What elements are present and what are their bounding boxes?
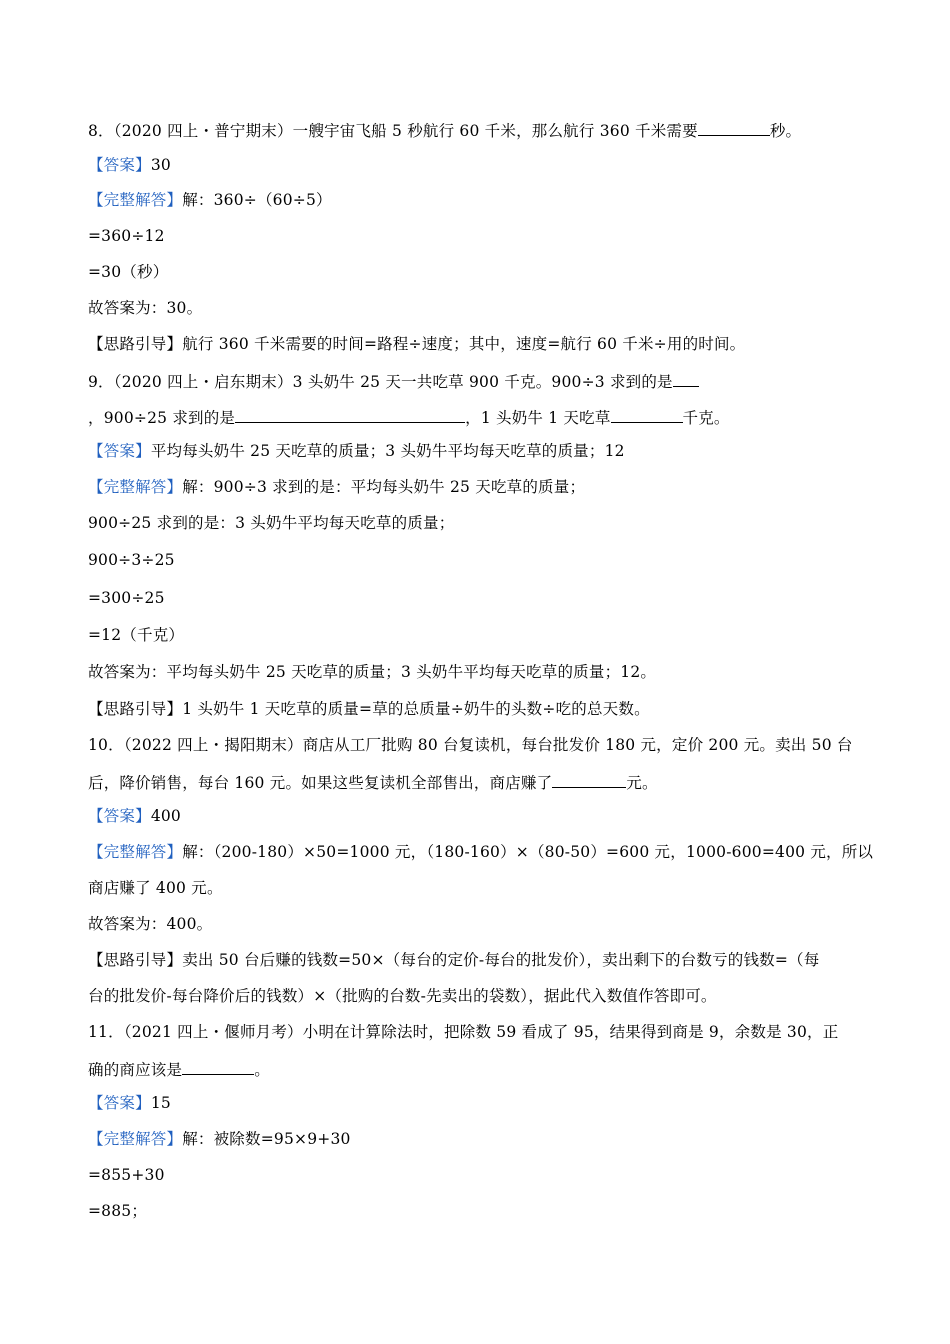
q8-hint-text: 航行 360 千米需要的时间=路程÷速度；其中，速度=航行 60 千米÷用的时间。 xyxy=(182,335,746,353)
hint-tag: 【思路引导】 xyxy=(88,951,183,969)
q10-hint-line-2: 台的批发价-每台降价后的钱数）×（批购的台数-先卖出的袋数），据此代入数值作答即可。 xyxy=(88,987,717,1005)
q10-stem-end: 元。 xyxy=(626,774,658,792)
q9-answer xyxy=(88,441,625,461)
q9-stem-text-2b: ，1 头奶牛 1 天吃草 xyxy=(465,409,611,427)
q11-answer-blank xyxy=(182,1058,254,1075)
q11-solution-text: 解：被除数=95×9+30 xyxy=(182,1130,351,1148)
q10-hint-line-1 xyxy=(88,950,819,970)
q10-solution-text: 解：（200-180）×50=1000 元，（180-160）×（80-50）=600 元，1000-600=400 元，所以 xyxy=(182,843,874,861)
q11-stem-text: 确的商应该是 xyxy=(88,1061,183,1079)
q9-stem-line-2 xyxy=(88,406,730,428)
hint-tag: 【思路引导】 xyxy=(88,335,183,353)
q8-stem-end: 秒。 xyxy=(769,122,802,140)
q11-stem-end: 。 xyxy=(254,1061,270,1079)
q8-answer-blank xyxy=(698,119,770,136)
q9-solution-line-4: =300÷25 xyxy=(88,589,165,607)
answer-tag: 【答案】 xyxy=(88,807,151,825)
q10-stem-text: 后，降价销售，每台 160 元。如果这些复读机全部售出，商店赚了 xyxy=(88,774,553,792)
q9-stem-line-1 xyxy=(88,370,699,392)
q9-blank-1 xyxy=(673,370,699,387)
q9-solution-text: 解：900÷3 求到的是：平均每头奶牛 25 天吃草的质量； xyxy=(182,478,586,496)
q11-answer xyxy=(88,1093,171,1113)
q8-solution-line-3: =30（秒） xyxy=(88,263,169,281)
q10-solution-line-2: 商店赚了 400 元。 xyxy=(88,879,223,897)
q9-solution-line-3: 900÷3÷25 xyxy=(88,551,175,569)
q11-solution-line-2: =855+30 xyxy=(88,1166,165,1184)
q11-answer-value: 15 xyxy=(150,1094,171,1112)
q9-stem-text-2a: ，900÷25 求到的是 xyxy=(88,409,236,427)
q9-stem-text: 9．（2020 四上・启东期末）3 头奶牛 25 天一共吃草 900 千克。900÷3 求到的是 xyxy=(88,373,673,391)
q9-hint xyxy=(88,699,650,719)
q10-solution-line-3: 故答案为：400。 xyxy=(88,915,213,933)
answer-tag: 【答案】 xyxy=(88,442,151,460)
q9-solution-line-1 xyxy=(88,477,585,497)
answer-tag: 【答案】 xyxy=(88,1094,151,1112)
q10-hint-text: 卖出 50 台后赚的钱数=50×（每台的定价-每台的批发价），卖出剩下的台数亏的钱数=（每 xyxy=(182,951,820,969)
solution-tag: 【完整解答】 xyxy=(88,843,183,861)
solution-tag: 【完整解答】 xyxy=(88,1130,183,1148)
q10-stem-line-1: 10．（2022 四上・揭阳期末）商店从工厂批购 80 台复读机，每台批发价 180 元，定价 200 元。卖出 50 台 xyxy=(88,736,853,754)
q8-answer xyxy=(88,155,171,175)
q11-stem-line-1: 11．（2021 四上・偃师月考）小明在计算除法时，把除数 59 看成了 95，结果得到商是 9，余数是 30，正 xyxy=(88,1023,839,1041)
solution-tag: 【完整解答】 xyxy=(88,478,183,496)
q10-answer-value: 400 xyxy=(150,807,181,825)
q11-solution-line-3: =885； xyxy=(88,1202,148,1220)
q8-hint xyxy=(88,334,745,354)
q9-blank-2 xyxy=(235,406,465,423)
answer-tag: 【答案】 xyxy=(88,156,151,174)
q9-solution-line-5: =12（千克） xyxy=(88,626,185,644)
q10-answer xyxy=(88,806,181,826)
q8-answer-value: 30 xyxy=(150,156,171,174)
solution-tag: 【完整解答】 xyxy=(88,191,183,209)
q9-answer-value: 平均每头奶牛 25 天吃草的质量；3 头奶牛平均每天吃草的质量；12 xyxy=(150,442,625,460)
q8-solution-text: 解：360÷（60÷5） xyxy=(182,191,332,209)
hint-tag: 【思路引导】 xyxy=(88,700,183,718)
q9-hint-text: 1 头奶牛 1 天吃草的质量=草的总质量÷奶牛的头数÷吃的总天数。 xyxy=(182,700,650,718)
q11-solution-line-1 xyxy=(88,1129,351,1149)
q8-solution-line-2: =360÷12 xyxy=(88,227,165,245)
q10-stem-line-2 xyxy=(88,771,658,793)
q9-blank-3 xyxy=(611,406,683,423)
q10-solution-line-1 xyxy=(88,842,873,862)
q9-solution-line-6: 故答案为：平均每头奶牛 25 天吃草的质量；3 头奶牛平均每天吃草的质量；12。 xyxy=(88,663,657,681)
q11-stem-line-2 xyxy=(88,1058,270,1080)
q8-stem-text: 8．（2020 四上・普宁期末）一艘宇宙飞船 5 秒航行 60 千米，那么航行 360 千米需要 xyxy=(88,122,698,140)
q8-solution-line-1 xyxy=(88,190,332,210)
q9-stem-text-2c: 千克。 xyxy=(682,409,730,427)
q9-solution-line-2: 900÷25 求到的是：3 头奶牛平均每天吃草的质量； xyxy=(88,514,455,532)
q8-stem xyxy=(88,119,801,141)
q8-solution-line-4: 故答案为：30。 xyxy=(88,299,203,317)
q10-answer-blank xyxy=(552,771,626,788)
